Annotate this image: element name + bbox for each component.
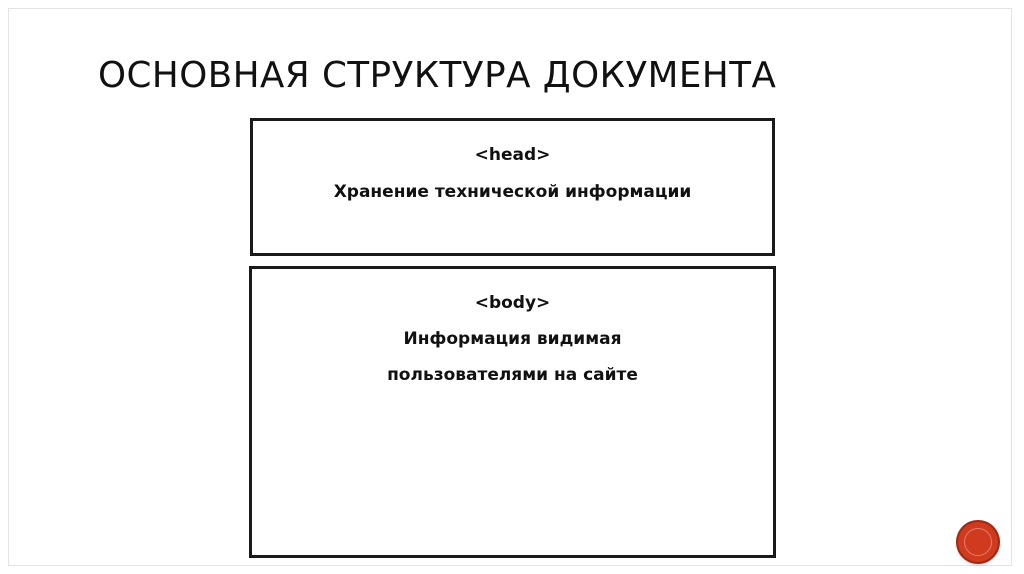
head-tag-label: <head> [474,145,551,165]
next-slide-button[interactable] [958,522,998,562]
body-tag-label: <body> [474,293,551,313]
head-description: Хранение технической информации [333,182,692,202]
slide-title: ОСНОВНАЯ СТРУКТУРА ДОКУМЕНТА [98,55,777,96]
body-section-box [249,266,776,558]
head-section-box [250,118,775,256]
body-description: Информация видимая пользователями на сайте [387,329,638,385]
